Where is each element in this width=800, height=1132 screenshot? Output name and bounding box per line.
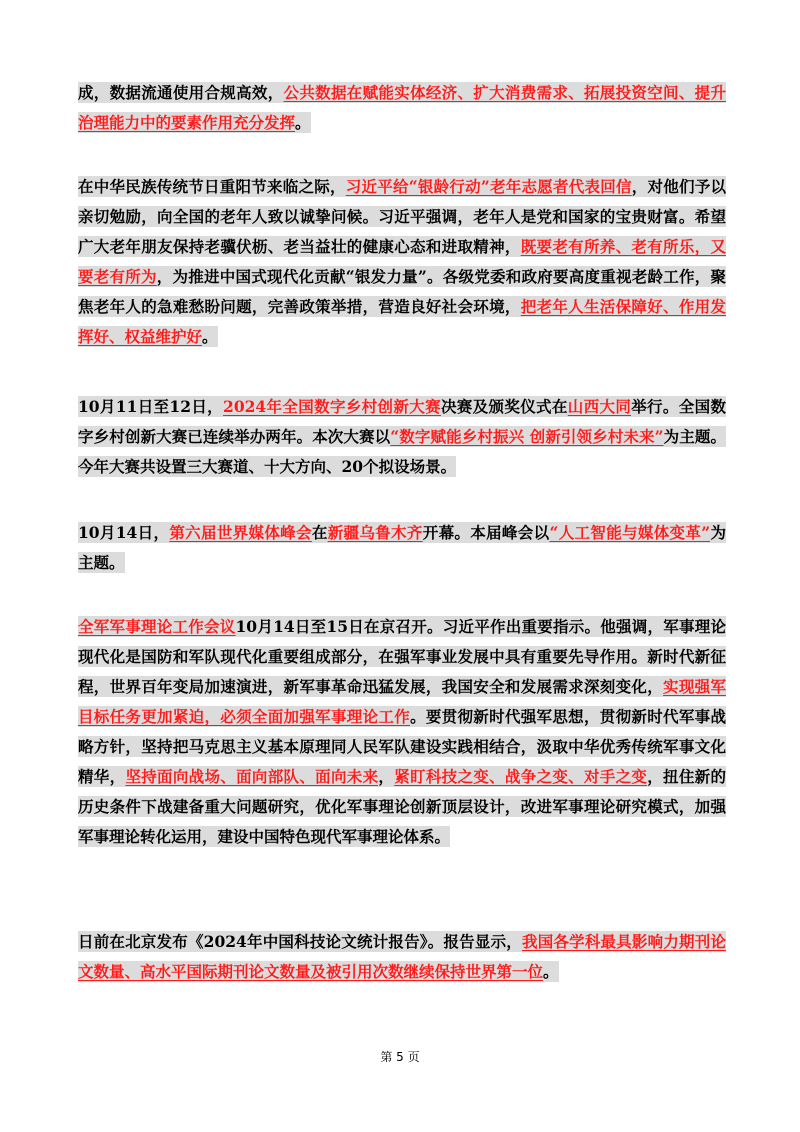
body-text: 开幕。本届峰会以	[422, 523, 550, 542]
body-text: ，扭住新的历史条件下战建备重大问题研究，优化军事理论创新顶层设计，改进军事理论研究模式，加强军事理论转化运用，建设中国特色现代军事理论体系。	[78, 767, 726, 846]
paragraph-2	[78, 172, 726, 352]
highlighted-text: 2024年全国数字乡村创新大赛	[223, 397, 441, 416]
body-text: 决赛及颁奖仪式在	[440, 397, 568, 416]
paragraph-5	[78, 612, 726, 852]
body-text: ，为推进中国式现代化贡献“银发力量”。各级党委和政府要高度重视老龄工作，聚焦老年人的急难愁盼问题，完善政策举措，营造良好社会环境，	[78, 267, 726, 316]
body-text: 。要贯彻新时代强军思想，贯彻新时代军事战略方针，坚持把马克思主义基本原理同人民军队建设实践相结合，汲取中华优秀传统军事文化精华，	[78, 707, 726, 786]
body-text: 举行。全国数字乡村创新大赛已连续举办两年。本次大赛以	[78, 397, 726, 446]
body-text: 。	[295, 113, 311, 132]
highlighted-text: 紧盯科技之变、战争之变、对手之变	[394, 767, 648, 786]
body-text: 。	[202, 327, 218, 346]
paragraph-6	[78, 927, 726, 987]
body-text: 在	[311, 523, 328, 542]
highlighted-text: 第六届世界媒体峰会	[169, 523, 312, 542]
page-number: 第 5 页	[380, 1050, 420, 1064]
body-text: 为主题。	[78, 523, 726, 572]
paragraph-1	[78, 78, 726, 138]
highlighted-text: 把老年人生活保障好、作用发挥好、权益维护好	[78, 297, 726, 346]
body-text: ，对他们予以亲切勉励，向全国的老年人致以诚挚问候。习近平强调，老年人是党和国家的宝贵财富。希望广大老年朋友保持老骥伏枥、老当益壮的健康心态和进取精神，	[78, 177, 726, 256]
body-text: 日前在北京发布《2024年中国科技论文统计报告》。报告显示，	[78, 932, 522, 951]
body-text: 为主题。今年大赛共设置三大赛道、十大方向、20个拟设场景。	[78, 427, 726, 476]
highlighted-text: 公共数据在赋能实体经济、扩大消费需求、拓展投资空间、提升治理能力中的要素作用充分发挥	[78, 83, 726, 132]
body-text: 。	[543, 962, 559, 981]
highlighted-text: 山西大同	[567, 397, 632, 416]
highlighted-text: 坚持面向战场、面向部队、面向未来	[125, 767, 379, 786]
highlighted-text: “人工智能与媒体变革”	[549, 523, 711, 542]
highlighted-text: 既要老有所养、老有所乐，又要老有所为	[78, 237, 726, 286]
highlighted-text: 全军军事理论工作会议	[78, 617, 236, 636]
paragraph-4	[78, 518, 726, 578]
body-text: ，	[378, 767, 395, 786]
body-text: 10月11日至12日，	[78, 397, 224, 416]
highlighted-text: 实现强军目标任务更加紧迫，必须全面加强军事理论工作	[78, 677, 726, 726]
body-text: 10月14日至15日在京召开。习近平作出重要指示。他强调，军事理论现代化是国防和军队现代化重要组成部分，在强军事业发展中具有重要先导作用。新时代新征程，世界百年变局加速演进，新军事革命迅猛发展，我国安全和发展需求深刻变化，	[78, 617, 726, 696]
highlighted-text: 新疆乌鲁木齐	[327, 523, 423, 542]
highlighted-text: 我国各学科最具影响力期刊论文数量、高水平国际期刊论文数量及被引用次数继续保持世界第一位	[78, 932, 726, 981]
body-text: 10月14日，	[78, 523, 170, 542]
highlighted-text: “数字赋能乡村振兴 创新引领乡村未来”	[390, 427, 664, 446]
highlighted-text: 习近平给“银龄行动”老年志愿者代表回信	[345, 177, 632, 196]
body-text: 成，数据流通使用合规高效，	[78, 83, 284, 102]
body-text: 在中华民族传统节日重阳节来临之际，	[78, 177, 346, 196]
paragraph-3	[78, 392, 726, 482]
